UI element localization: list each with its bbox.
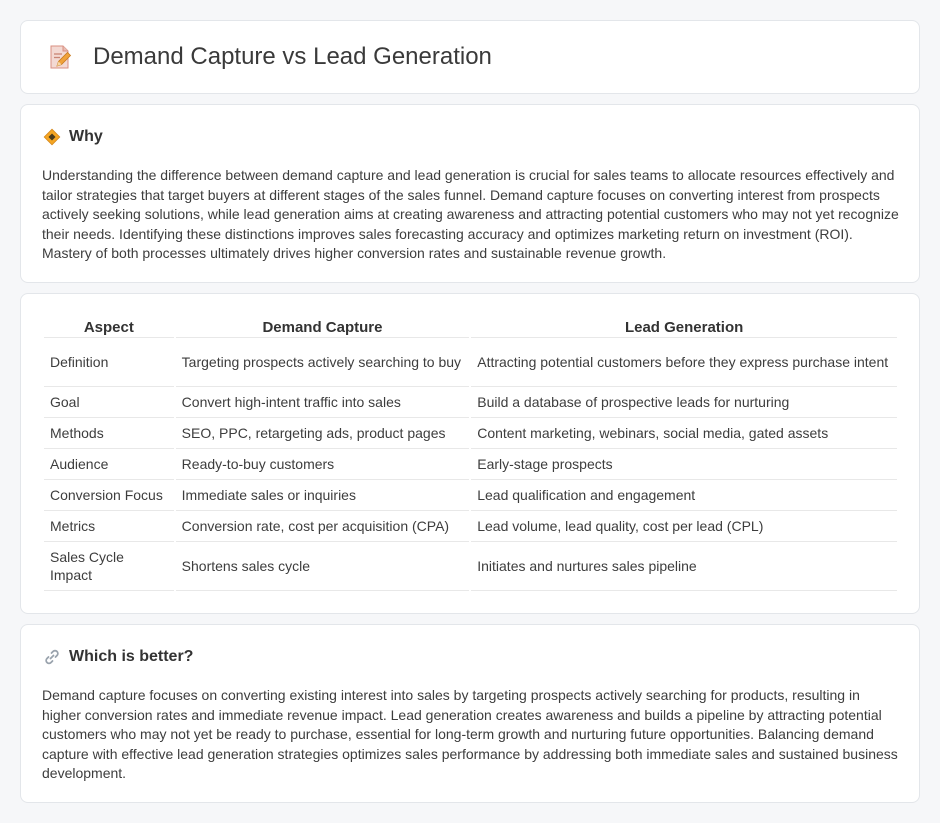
row-lead-generation: Initiates and nurtures sales pipeline <box>471 542 897 591</box>
document-pencil-icon <box>47 44 73 70</box>
header-aspect: Aspect <box>44 317 174 338</box>
header-demand-capture: Demand Capture <box>176 317 470 338</box>
why-heading: Why <box>69 128 103 145</box>
row-demand-capture: Targeting prospects actively searching to buy <box>176 338 470 387</box>
which-is-better-heading: Which is better? <box>69 648 194 665</box>
row-demand-capture: Immediate sales or inquiries <box>176 480 470 511</box>
row-demand-capture: Shortens sales cycle <box>176 542 470 591</box>
table-row <box>44 511 897 542</box>
table-row <box>44 418 897 449</box>
row-lead-generation: Lead qualification and engagement <box>471 480 897 511</box>
table-row <box>44 480 897 511</box>
table-row <box>44 338 897 387</box>
row-aspect: Sales Cycle Impact <box>44 542 174 591</box>
link-icon <box>43 648 61 666</box>
table-row <box>44 449 897 480</box>
page-title: Demand Capture vs Lead Generation <box>93 43 492 70</box>
comparison-table <box>42 317 899 591</box>
row-aspect: Methods <box>44 418 174 449</box>
why-card <box>20 104 920 283</box>
row-lead-generation: Early-stage prospects <box>471 449 897 480</box>
which-is-better-card <box>20 624 920 803</box>
table-row <box>44 542 897 591</box>
table-row <box>44 387 897 418</box>
row-lead-generation: Lead volume, lead quality, cost per lead (CPL) <box>471 511 897 542</box>
row-aspect: Conversion Focus <box>44 480 174 511</box>
header-lead-generation: Lead Generation <box>471 317 897 338</box>
row-lead-generation: Attracting potential customers before they express purchase intent <box>471 338 897 387</box>
diamond-sign-icon <box>43 128 61 146</box>
row-aspect: Audience <box>44 449 174 480</box>
row-lead-generation: Build a database of prospective leads for nurturing <box>471 387 897 418</box>
row-demand-capture: Convert high-intent traffic into sales <box>176 387 470 418</box>
row-aspect: Metrics <box>44 511 174 542</box>
which-is-better-body: Demand capture focuses on converting existing interest into sales by targeting prospects actively searching for products, resulting in higher conversion rates and immediate revenue impact. Lead generation creates awareness and builds a pipeline by attracting potential customers who may not yet be ready to purchase, essential for long-term growth and nurturing future opportunities. Balancing demand capture with effective lead generation strategies optimizes sales performance by addressing both immediate sales and sustained business development. <box>42 687 898 782</box>
row-demand-capture: Ready-to-buy customers <box>176 449 470 480</box>
why-body: Understanding the difference between demand capture and lead generation is crucial for sales teams to allocate resources effectively and tailor strategies that target buyers at different stages of the sales funnel. Demand capture focuses on converting interest from prospects actively seeking solutions, while lead generation aims at creating awareness and attracting potential customers who may not yet recognize their needs. Identifying these distinctions improves sales forecasting accuracy and optimizes marketing return on investment (ROI). Mastery of both processes ultimately drives higher conversion rates and sustainable revenue growth. <box>42 167 899 262</box>
row-lead-generation: Content marketing, webinars, social media, gated assets <box>471 418 897 449</box>
row-demand-capture: Conversion rate, cost per acquisition (CPA) <box>176 511 470 542</box>
comparison-card <box>20 293 920 614</box>
row-demand-capture: SEO, PPC, retargeting ads, product pages <box>176 418 470 449</box>
row-aspect: Definition <box>44 338 174 387</box>
title-card <box>20 20 920 94</box>
row-aspect: Goal <box>44 387 174 418</box>
table-header-row <box>44 317 897 338</box>
